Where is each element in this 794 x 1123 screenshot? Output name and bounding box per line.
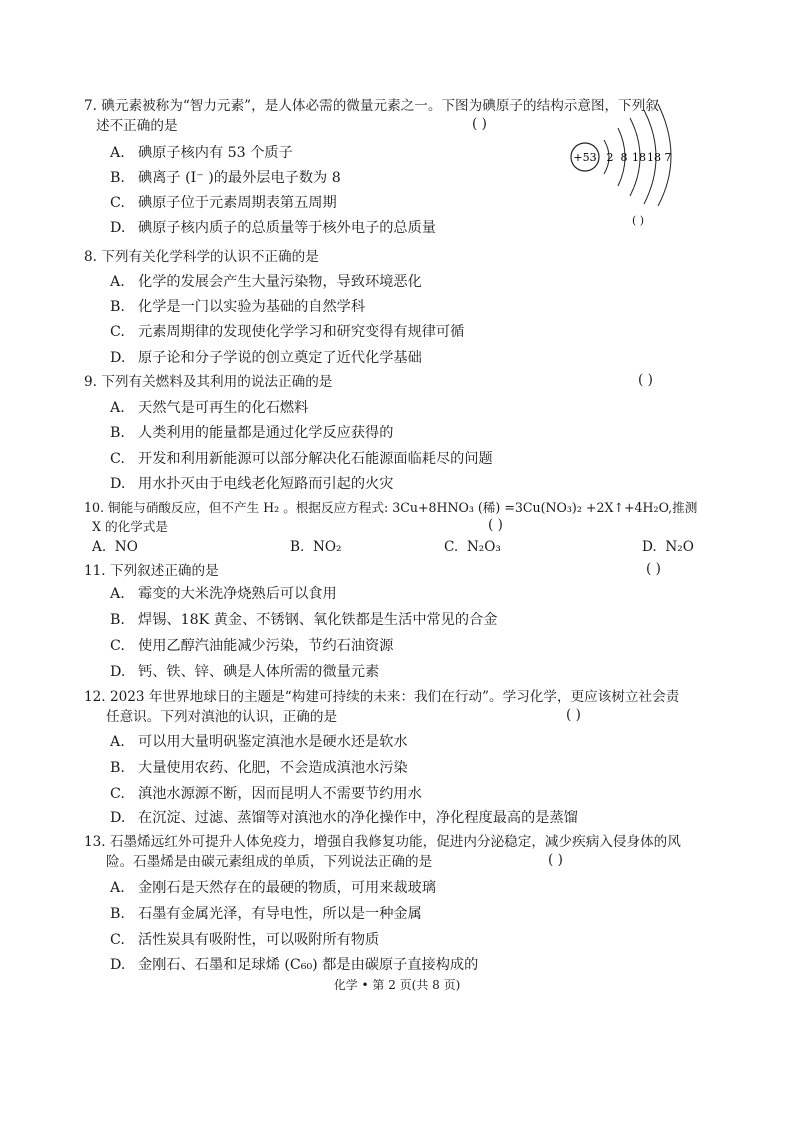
q13-option-c xyxy=(110,930,379,950)
q9-option-b xyxy=(110,423,393,443)
option-letter: D. xyxy=(110,810,126,826)
q11-option-a xyxy=(110,584,337,604)
option-text: 用水扑灭由于电线老化短路而引起的火灾 xyxy=(138,476,394,492)
q8-stem: 8. 下列有关化学科学的认识不正确的是 xyxy=(84,249,319,265)
option-letter: B. xyxy=(110,299,125,315)
option-text: 人类利用的能量都是通过化学反应获得的 xyxy=(138,425,394,441)
q13-option-b xyxy=(110,904,422,924)
option-letter: D. xyxy=(110,350,126,366)
option-text: 碘原子核内质子的总质量等于核外电子的总质量 xyxy=(138,220,436,236)
option-text: 石墨有金属光泽，有导电性，所以是一种金属 xyxy=(138,906,422,922)
q13-option-d xyxy=(110,955,478,975)
q10-option-a xyxy=(92,539,138,555)
option-letter: B. xyxy=(290,539,305,555)
option-text: 滇池水源源不断，因而昆明人不需要节约用水 xyxy=(138,786,422,802)
option-text: 金刚石、石墨和足球烯 (C₆₀) 都是由碳原子直接构成的 xyxy=(138,957,479,973)
q7-answer-bracket: ( ) xyxy=(472,116,487,132)
q12-option-c xyxy=(110,784,422,804)
q12-answer-bracket: ( ) xyxy=(566,707,581,723)
q9-option-c xyxy=(110,449,493,469)
option-letter: D. xyxy=(110,220,126,236)
q7-option-c xyxy=(110,193,337,213)
option-text: 碘离子 (I⁻ )的最外层电子数为 8 xyxy=(138,170,341,186)
q8-option-a xyxy=(110,272,422,292)
q9-answer-bracket: ( ) xyxy=(638,372,653,388)
option-text: 使用乙醇汽油能减少污染，节约石油资源 xyxy=(138,638,394,654)
option-letter: C. xyxy=(110,786,125,802)
q8-option-c xyxy=(110,322,464,342)
option-letter: C. xyxy=(444,539,459,555)
option-letter: D. xyxy=(110,476,126,492)
option-letter: D. xyxy=(642,539,657,555)
q12-option-d xyxy=(110,808,578,828)
q9-option-a xyxy=(110,398,308,418)
option-text: 天然气是可再生的化石燃料 xyxy=(138,400,309,416)
option-letter: A. xyxy=(110,880,125,896)
option-text: 活性炭具有吸附性，可以吸附所有物质 xyxy=(138,932,380,948)
q11-answer-bracket: ( ) xyxy=(646,561,661,577)
option-text: 开发和利用新能源可以部分解决化石能源面临耗尽的问题 xyxy=(138,451,493,467)
option-letter: B. xyxy=(110,425,125,441)
option-text: 焊锡、18K 黄金、不锈钢、氧化铁都是生活中常见的合金 xyxy=(138,612,498,628)
page-footer: 化学 • 第 2 页(共 8 页) xyxy=(333,978,461,992)
option-letter: C. xyxy=(110,195,125,211)
q10-option-c xyxy=(444,539,501,555)
q11-option-b xyxy=(110,610,497,630)
q7-stem-line2: 述不正确的是 xyxy=(96,118,178,134)
option-text: 金刚石是天然存在的最硬的物质，可用来裁玻璃 xyxy=(138,880,436,896)
q8-option-d xyxy=(110,348,422,368)
q13-stem-line2: 险。石墨烯是由碳元素组成的单质，下列说法正确的是 xyxy=(106,854,433,870)
shell-count-5: 7 xyxy=(664,151,672,164)
q9-stem: 9. 下列有关燃料及其利用的说法正确的是 xyxy=(84,374,333,390)
iodine-atom-diagram xyxy=(566,102,676,207)
option-letter: D. xyxy=(110,664,126,680)
q10-stem-line1: 10. 铜能与硝酸反应，但不产生 H₂ 。根据反应方程式: 3Cu+8HNO₃ (稀) =3Cu(NO₃)₂ +2X↑+4H₂O,推测 xyxy=(84,500,698,515)
option-letter: B. xyxy=(110,612,125,628)
q13-option-a xyxy=(110,878,436,898)
option-text: N₂O₃ xyxy=(466,539,501,555)
option-text: 元素周期律的发现使化学学习和研究变得有规律可循 xyxy=(138,324,465,340)
shell-count-4: 18 xyxy=(647,151,661,164)
option-text: 化学的发展会产生大量污染物，导致环境恶化 xyxy=(138,274,422,290)
option-text: 可以用大量明矾鉴定滇池水是硬水还是软水 xyxy=(138,734,408,750)
q12-option-b xyxy=(110,758,408,778)
q8-option-b xyxy=(110,297,365,317)
q12-stem-line1: 12. 2023 年世界地球日的主题是“构建可持续的未来：我们在行动”。学习化学，更应该树立社会责 xyxy=(84,689,680,705)
option-letter: B. xyxy=(110,906,125,922)
q7-stem-line1: 7. 碘元素被称为“智力元素”，是人体必需的微量元素之一。下图为碘原子的结构示意图，下列叙 xyxy=(84,98,659,114)
q12-option-a xyxy=(110,732,408,752)
q7-option-b xyxy=(110,168,341,188)
option-letter: C. xyxy=(110,932,125,948)
q10-stem-line2: X 的化学式是 xyxy=(92,519,168,534)
option-letter: A. xyxy=(110,734,125,750)
shell-count-1: 2 xyxy=(606,151,614,164)
option-text: 钙、铁、锌、碘是人体所需的微量元素 xyxy=(138,664,380,680)
option-text: 大量使用农药、化肥，不会造成滇池水污染 xyxy=(138,760,408,776)
q11-option-d xyxy=(110,662,379,682)
q10-option-b xyxy=(290,539,341,555)
option-letter: A. xyxy=(110,145,125,161)
atom-diagram-bracket: ( ) xyxy=(632,214,645,227)
q10-option-d xyxy=(642,539,694,555)
q13-answer-bracket: ( ) xyxy=(548,852,563,868)
option-text: 化学是一门以实验为基础的自然学科 xyxy=(138,299,366,315)
shell-count-2: 8 xyxy=(620,151,628,164)
option-text: N₂O xyxy=(665,539,694,555)
option-letter: B. xyxy=(110,760,125,776)
option-letter: C. xyxy=(110,324,125,340)
option-letter: A. xyxy=(110,400,125,416)
option-letter: C. xyxy=(110,451,125,467)
q12-stem-line2: 任意识。下列对滇池的认识，正确的是 xyxy=(106,709,338,725)
option-letter: D. xyxy=(110,957,126,973)
option-letter: C. xyxy=(110,638,125,654)
option-text: NO xyxy=(114,539,138,555)
nucleus-charge: +53 xyxy=(573,151,597,164)
option-letter: A. xyxy=(92,539,107,555)
q11-stem: 11. 下列叙述正确的是 xyxy=(84,563,219,579)
option-letter: A. xyxy=(110,274,125,290)
option-text: 原子论和分子学说的创立奠定了近代化学基础 xyxy=(138,350,422,366)
option-text: 碘原子位于元素周期表第五周期 xyxy=(138,195,337,211)
option-text: NO₂ xyxy=(312,539,342,555)
shell-count-3: 18 xyxy=(632,151,646,164)
option-text: 霉变的大米洗净烧熟后可以食用 xyxy=(138,586,337,602)
option-letter: B. xyxy=(110,170,125,186)
option-letter: A. xyxy=(110,586,125,602)
option-text: 在沉淀、过滤、蒸馏等对滇池水的净化操作中，净化程度最高的是蒸馏 xyxy=(138,810,578,826)
q7-option-a xyxy=(110,143,293,163)
q10-answer-bracket: ( ) xyxy=(488,517,503,533)
q11-option-c xyxy=(110,636,393,656)
q13-stem-line1: 13. 石墨烯远红外可提升人体免疫力，增强自我修复功能，促进内分泌稳定，减少疾病入侵身体的风 xyxy=(84,834,681,850)
q7-option-d xyxy=(110,218,436,238)
option-text: 碘原子核内有 53 个质子 xyxy=(138,145,293,161)
q9-option-d xyxy=(110,474,393,494)
